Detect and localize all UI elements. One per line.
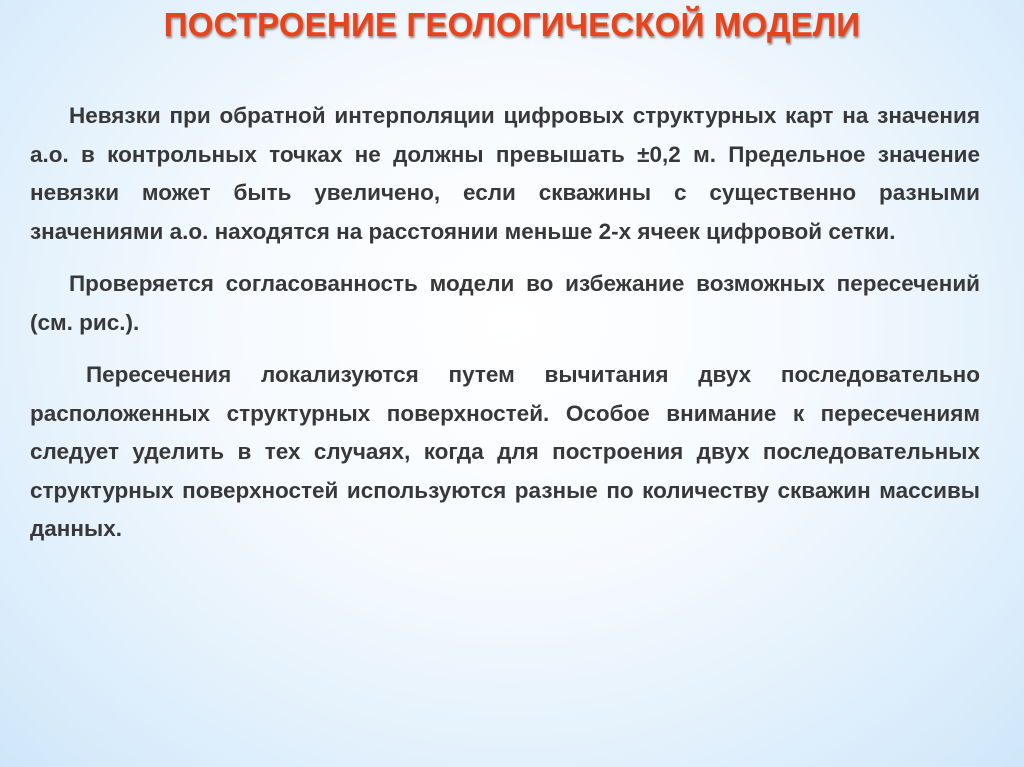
paragraph-consistency-check: Проверяется согласованность модели во избежание возможных пересечений (см. рис.). [30,271,980,335]
slide-title: ПОСТРОЕНИЕ ГЕОЛОГИЧЕСКОЙ МОДЕЛИ [163,6,861,43]
paragraph-intersections: Пересечения локализуются путем вычитания двух последовательно расположенных структурных поверхностей. Особое внимание к пересечениям следует уделить в тех случаях, когда для построения двух последовательных структурных поверхностей используются разные по количеству скважин массивы данных. [30,362,980,541]
paragraph-misfit-tolerance: Невязки при обратной интерполяции цифровых структурных карт на значения а.о. в контрольных точках не должны превышать ±0,2 м. Предельное значение невязки может быть увеличено, если скважины с существенно разными значениями а.о. находятся на расстоянии меньше 2-х ячеек цифровой сетки. [30,103,980,244]
slide-body [30,97,980,549]
